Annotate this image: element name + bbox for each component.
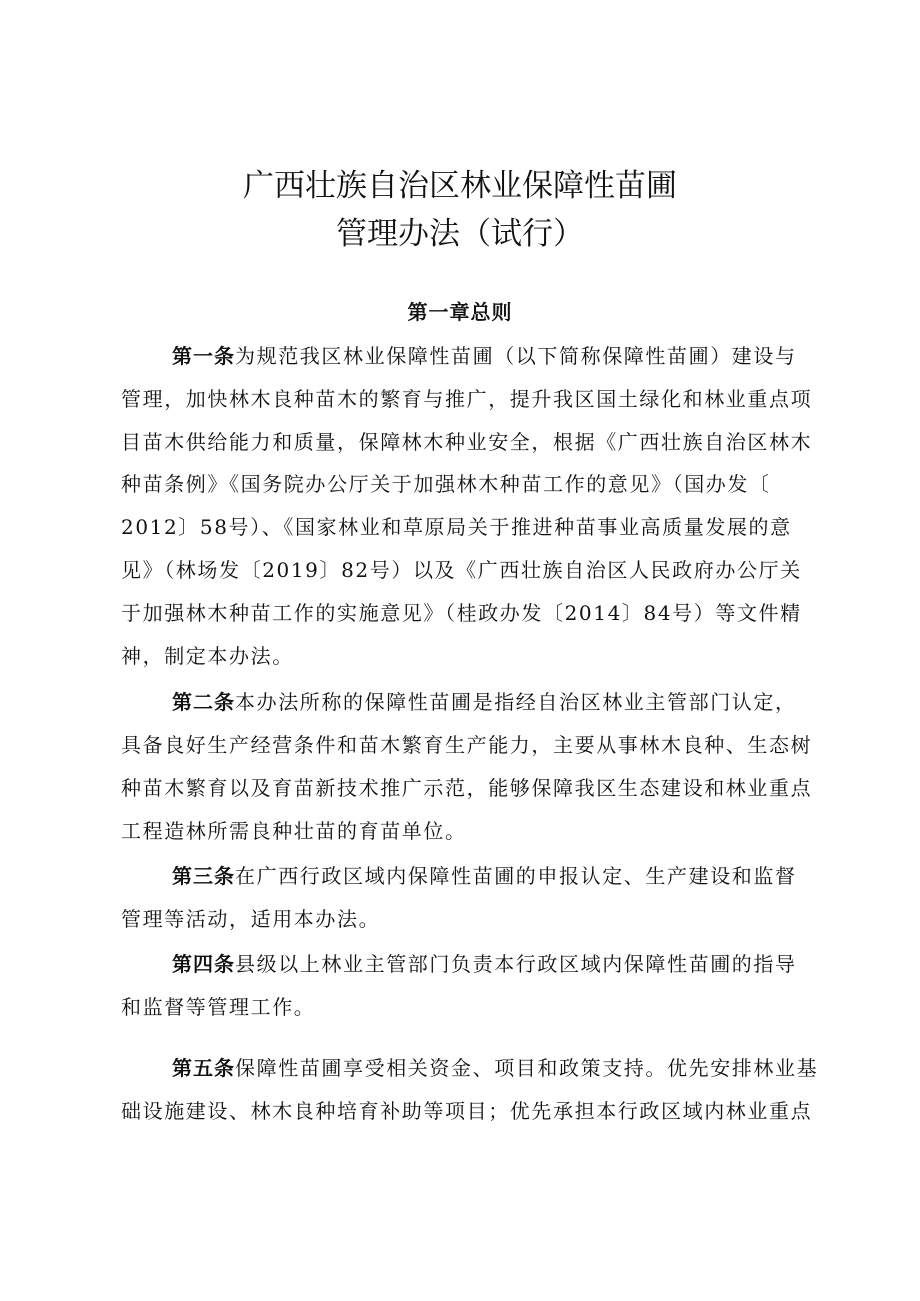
article-1-label: 第一条 bbox=[172, 344, 235, 368]
article-5-line-2: 础设施建设、林木良种培育补助等项目；优先承担本行政区域内林业重点 bbox=[121, 1099, 813, 1123]
article-1-line-2: 管理，加快林木良种苗木的繁育与推广，提升我区国土绿化和林业重点项 bbox=[121, 387, 813, 411]
article-1-line-4: 种苗条例》《国务院办公厅关于加强林木种苗工作的意见》（国办发〔 bbox=[121, 472, 771, 496]
article-1-line-8: 神，制定本办法。 bbox=[121, 644, 294, 668]
article-2-line-1 bbox=[172, 688, 822, 716]
article-4-text-1: 县级以上林业主管部门负责本行政区域内保障性苗圃的指导 bbox=[235, 952, 797, 976]
document-title-line-2: 管理办法（试行） bbox=[336, 216, 584, 252]
article-2-line-4: 工程造林所需良种壮苗的育苗单位。 bbox=[121, 819, 467, 843]
article-1-line-3: 目苗木供给能力和质量，保障林木种业安全，根据《广西壮族自治区林木 bbox=[121, 430, 813, 454]
article-3-label: 第三条 bbox=[172, 864, 235, 888]
article-2-text-1: 本办法所称的保障性苗圃是指经自治区林业主管部门认定， bbox=[235, 690, 797, 714]
article-3-line-2: 管理等活动，适用本办法。 bbox=[121, 907, 381, 931]
document-title-line-1: 广西壮族自治区林业保障性苗圃 bbox=[243, 168, 677, 204]
article-3-text-1: 在广西行政区域内保障性苗圃的申报认定、生产建设和监督 bbox=[235, 864, 797, 888]
chapter-heading: 第一章总则 bbox=[407, 300, 513, 324]
article-2-line-2: 具备良好生产经营条件和苗木繁育生产能力，主要从事林木良种、生态树 bbox=[121, 733, 813, 757]
article-5-line-1 bbox=[172, 1054, 822, 1082]
article-4-line-1 bbox=[172, 950, 822, 978]
article-2-label: 第二条 bbox=[172, 690, 235, 714]
article-1-text-1: 为规范我区林业保障性苗圃（以下简称保障性苗圃）建设与 bbox=[235, 344, 797, 368]
article-1-line-7: 于加强林木种苗工作的实施意见》（桂政办发〔2014〕84号）等文件精 bbox=[121, 601, 802, 625]
article-3-line-1 bbox=[172, 862, 822, 890]
article-4-label: 第四条 bbox=[172, 952, 235, 976]
article-1-line-6: 见》（林场发〔2019〕82号）以及《广西壮族自治区人民政府办公厅关 bbox=[121, 558, 802, 582]
article-1-line-1 bbox=[172, 342, 822, 370]
article-4-line-2: 和监督等管理工作。 bbox=[121, 995, 316, 1019]
article-2-line-3: 种苗木繁育以及育苗新技术推广示范，能够保障我区生态建设和林业重点 bbox=[121, 776, 813, 800]
article-5-text-1: 保障性苗圃享受相关资金、项目和政策支持。优先安排林业基 bbox=[235, 1056, 819, 1080]
article-1-line-5: 2012〕58号）、《国家林业和草原局关于推进种苗事业高质量发展的意 bbox=[121, 515, 792, 539]
article-5-label: 第五条 bbox=[172, 1056, 235, 1080]
